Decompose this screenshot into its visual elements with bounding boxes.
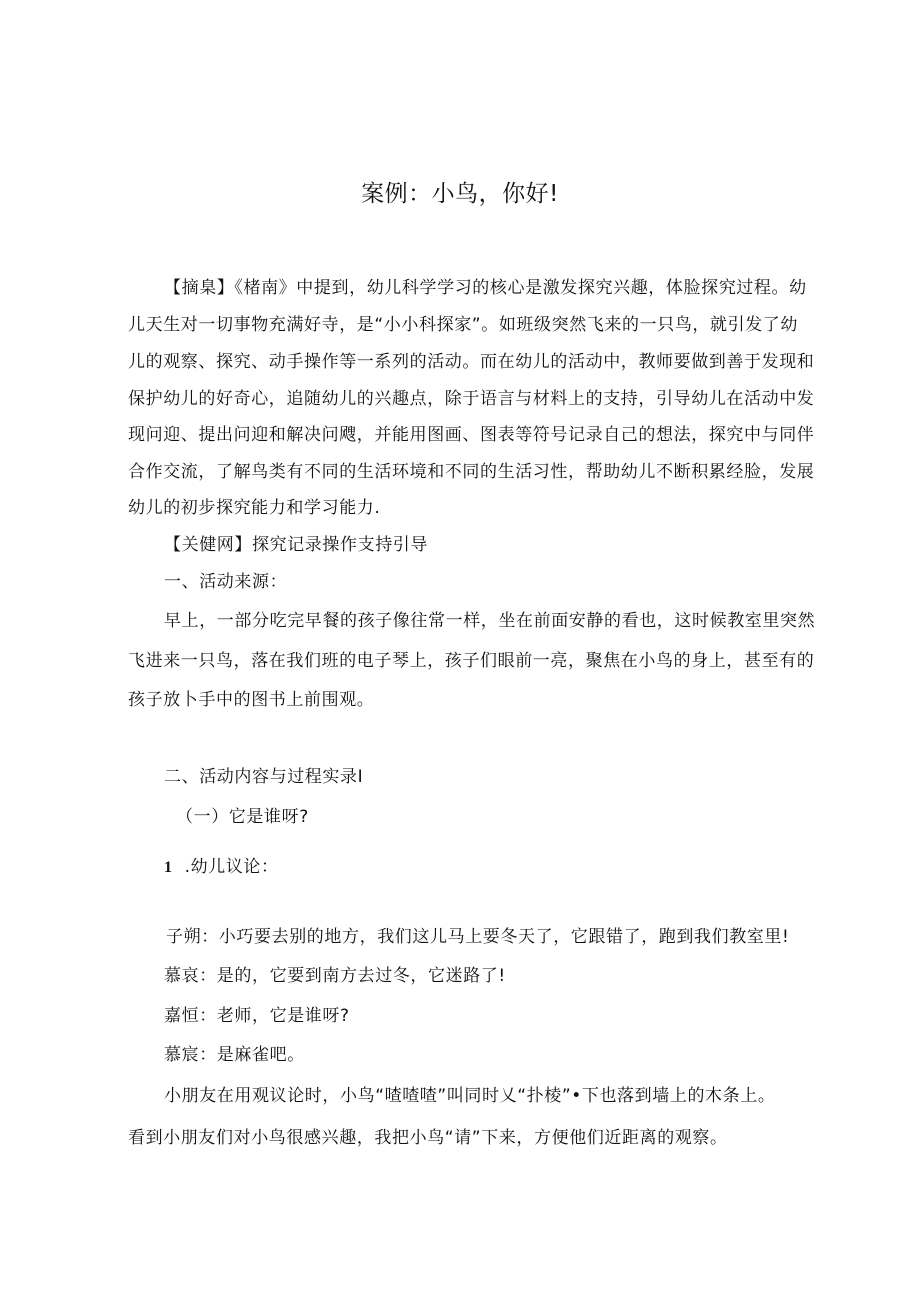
abstract-line: 现问迎、提出问迎和解决问飕，并能用图画、图表等符号记录自己的想法，探究中与同伴	[128, 425, 815, 445]
abstract-line: 幼儿的初步探究能力和学习能力.	[128, 498, 381, 518]
dialogue-line: 子朔：小巧要去别的地方，我们这儿马上要冬天了，它跟错了，跑到我们教室里!	[166, 927, 790, 947]
list-item	[164, 856, 279, 879]
dialogue-line: 慕哀：是的，它要到南方去过冬，它迷路了!	[164, 966, 506, 986]
abstract-line: 儿的观察、探究、动手操作等一系列的活动。而在幼儿的活动中，教师要做到善于发现和	[128, 352, 815, 372]
source-paragraph-line: 飞进来一只鸟，落在我们班的电子琴上，孩子们眼前一亮，聚焦在小鸟的身上，甚至有的	[128, 651, 815, 671]
list-item-text: .幼儿议论：	[184, 857, 279, 877]
abstract-line: 【摘臬】《楮南》中提到，幼儿科学学习的核心是激发探究兴趣，体脸探究过程。幼	[164, 278, 807, 298]
list-item-number: 1	[164, 859, 173, 876]
narration-line: 小朋友在用观议论时，小鸟“喳喳喳”叫同时乂“扑棱”•下也落到墙上的木条上。	[164, 1086, 776, 1106]
section-heading-source: 一、活动来源：	[164, 572, 288, 592]
source-paragraph-line: 早上，一部分吃完早餐的孩子像往常一样，坐在前面安静的看也，这时候教室里突然	[164, 611, 816, 631]
subsection-heading: （一）它是谁呀?	[176, 807, 309, 827]
keywords: 【关健网】探究记录操作支持引导	[164, 535, 428, 555]
abstract-line: 儿天生对一切事物充满好寺，是“小小科探家”。如班级突然飞来的一只鸟，就引发了幼	[128, 315, 799, 335]
section-heading-process: 二、活动内容与过程实录I	[164, 767, 364, 787]
page-title: 案例：小鸟，你好!	[361, 181, 559, 207]
dialogue-line: 慕宸：是麻雀吧。	[164, 1045, 305, 1065]
dialogue-line: 嘉恒：老师，它是谁呀?	[164, 1006, 350, 1026]
narration-line: 看到小朋友们对小鸟很感兴趣，我把小鸟“请”下来，方便他们近距离的观察。	[128, 1128, 728, 1148]
source-paragraph-line: 孩子放卜手中的图书上前围观。	[128, 690, 375, 710]
abstract-line: 保护幼儿的好奇心，追随幼儿的兴趣点，除于语言与材料上的支持，引导幼儿在活动中发	[128, 389, 815, 409]
abstract-line: 合作交流，了解鸟类有不同的生活环境和不同的生活习性，帮助幼儿不断积累经脸，发展	[128, 462, 815, 482]
